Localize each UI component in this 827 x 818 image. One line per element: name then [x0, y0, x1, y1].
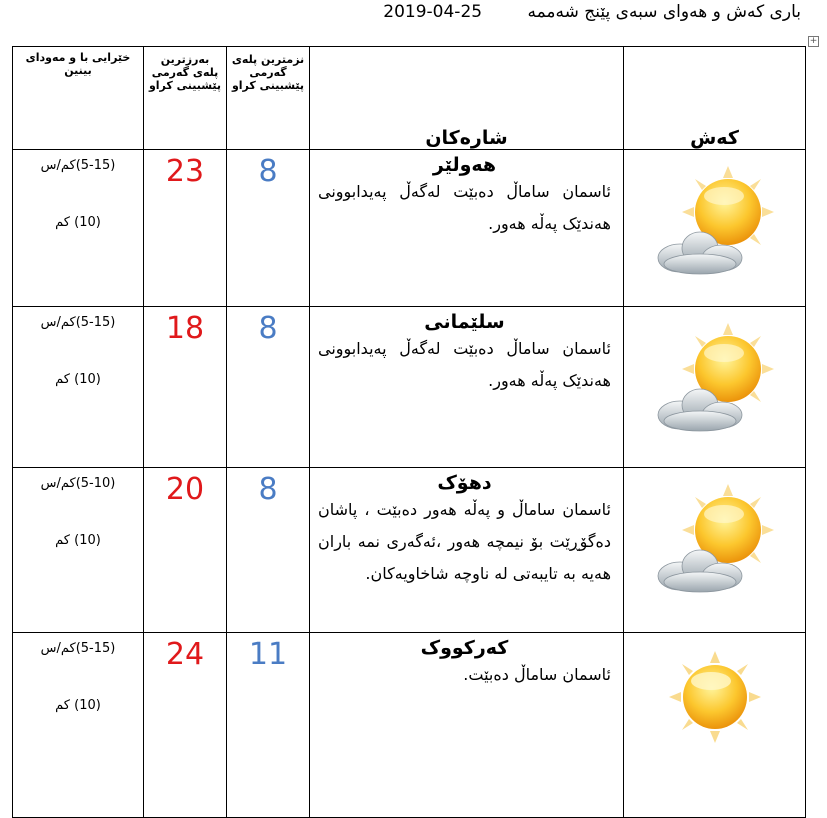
- max-temp: 18: [144, 307, 227, 468]
- wind-speed: (5-15)کم/س: [40, 158, 116, 173]
- weather-icon-cell: [624, 307, 806, 468]
- city-cell: [310, 633, 624, 818]
- forecast-description: ئاسمان ساماڵ و پەڵە هەور دەبێت ، پاشان دەگۆڕێت بۆ نیمچە هەور ،ئەگەری نمە باران هەیە بە تایبەتی لە ناوچە شاخاویەکان.: [318, 500, 611, 583]
- forecast-description: ئاسمان ساماڵ دەبێت لەگەڵ پەیدابوونی هەندێک پەڵە هەور.: [318, 339, 611, 390]
- weather-table: [12, 46, 806, 818]
- header-min-temp: نزمترین پلەی گەرمی پێشبینی کراو: [227, 47, 310, 150]
- weather-icon-cell: [624, 150, 806, 307]
- city-name: سلێمانی: [424, 311, 505, 333]
- visibility: (10) کم: [55, 698, 101, 713]
- city-name: کەرکووک: [420, 637, 509, 659]
- city-cell: [310, 307, 624, 468]
- forecast-description: ئاسمان ساماڵ دەبێت.: [463, 665, 611, 684]
- weather-icon-cell: [624, 468, 806, 633]
- weather-icon-cell: [624, 633, 806, 818]
- header-weather: کەش: [624, 47, 806, 150]
- max-temp: 23: [144, 150, 227, 307]
- page-title: [383, 2, 801, 22]
- city-name: هەولێر: [432, 154, 497, 176]
- table-row: [13, 468, 806, 633]
- wind-visibility-cell: [13, 468, 144, 633]
- forecast-description: ئاسمان ساماڵ دەبێت لەگەڵ پەیدابوونی هەندێک پەڵە هەور.: [318, 182, 611, 233]
- header-wind-visibility: خێرایی با و مەودای بینین: [13, 47, 144, 150]
- table-move-handle-icon[interactable]: +: [809, 36, 818, 46]
- min-temp: 8: [227, 468, 310, 633]
- wind-speed: (5-10)کم/س: [40, 476, 116, 491]
- title-text: باری کەش و هەوای سبەی پێنج شەممە: [527, 2, 801, 22]
- min-temp: 8: [227, 307, 310, 468]
- city-cell: [310, 150, 624, 307]
- city-name: دهۆک: [437, 472, 492, 494]
- wind-speed: (5-15)کم/س: [40, 315, 116, 330]
- wind-visibility-cell: [13, 150, 144, 307]
- city-cell: [310, 468, 624, 633]
- visibility: (10) کم: [55, 372, 101, 387]
- table-row: [13, 150, 806, 307]
- wind-visibility-cell: [13, 307, 144, 468]
- table-row: [13, 307, 806, 468]
- visibility: (10) کم: [55, 533, 101, 548]
- max-temp: 24: [144, 633, 227, 818]
- header-cities: شارەکان: [310, 47, 624, 150]
- table-row: [13, 633, 806, 818]
- header-max-temp: بەرزترین پلەی گەرمی پێشبینی کراو: [144, 47, 227, 150]
- sun-cloud-icon: [650, 482, 780, 600]
- sun-cloud-icon: [650, 321, 780, 439]
- title-date: 2019-04-25: [383, 2, 483, 22]
- visibility: (10) کم: [55, 215, 101, 230]
- min-temp: 11: [227, 633, 310, 818]
- max-temp: 20: [144, 468, 227, 633]
- min-temp: 8: [227, 150, 310, 307]
- sun-cloud-icon: [650, 164, 780, 282]
- table-header-row: [13, 47, 806, 150]
- sun-icon: [650, 647, 780, 747]
- wind-speed: (5-15)کم/س: [40, 641, 116, 656]
- wind-visibility-cell: [13, 633, 144, 818]
